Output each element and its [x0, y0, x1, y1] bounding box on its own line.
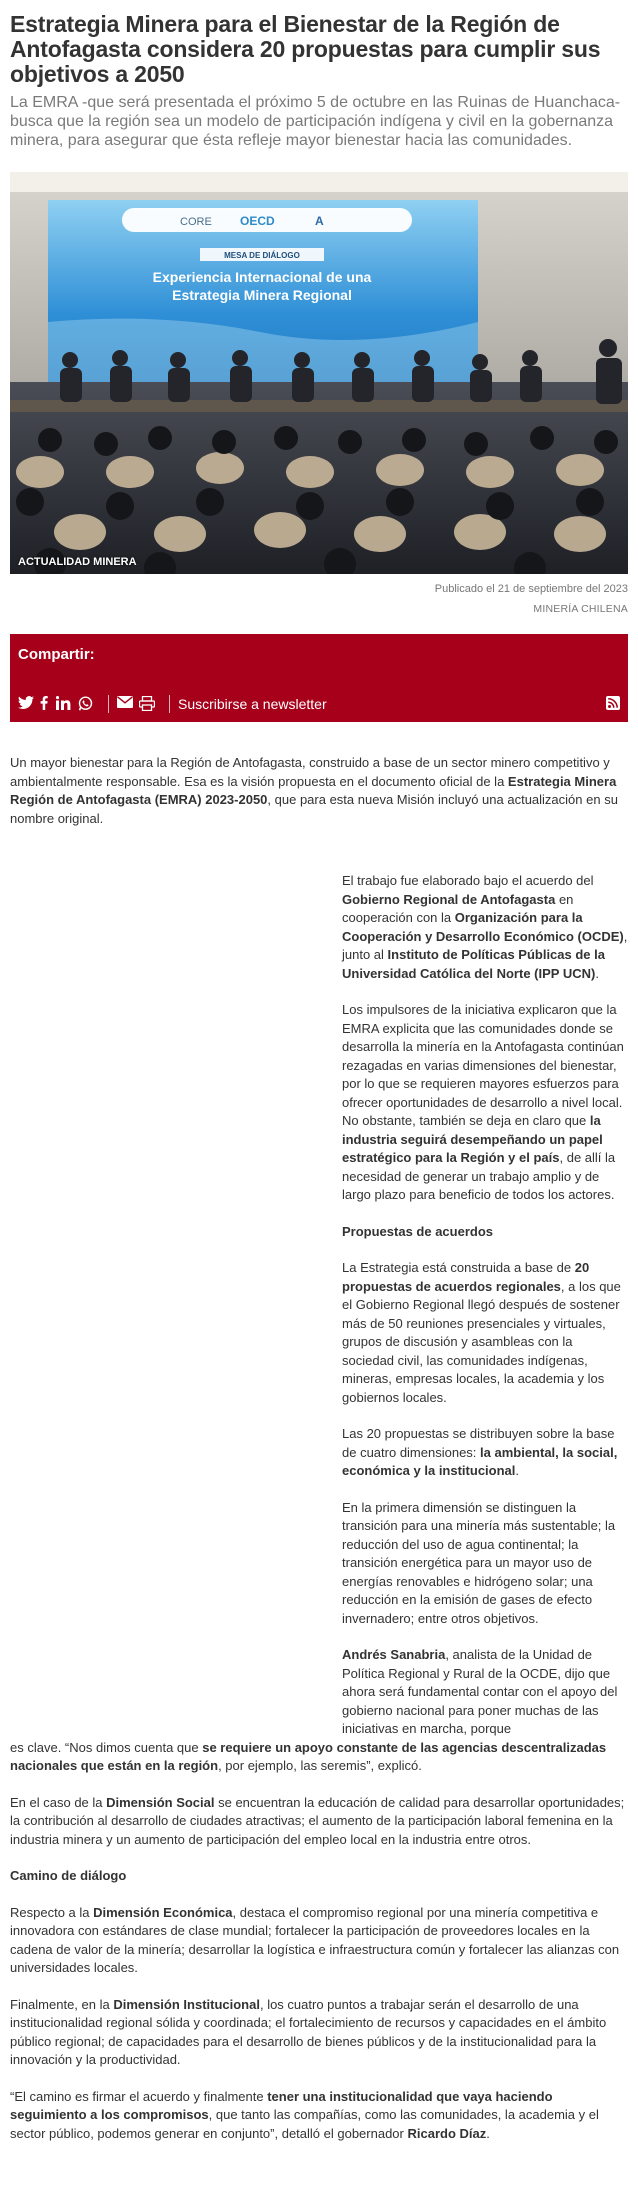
article-meta: [10, 580, 628, 618]
share-tools: [18, 694, 327, 714]
linkedin-icon[interactable]: [56, 696, 74, 712]
share-separator: [108, 695, 109, 713]
facebook-icon[interactable]: [40, 696, 52, 712]
article-hero-image: [10, 172, 628, 574]
logo-oecd: OECD: [240, 214, 275, 228]
paragraph: Un mayor bienestar para la Región de Antofagasta, construido a base de un sector minero competitivo y ambientalmente responsable. Esa es la visión propuesta en el documento oficial de la Estrategia Minera Región de Antofagasta (EMRA) 2023-2050, que para esta nueva Misión incluyó una actualización en su nombre original.: [10, 755, 618, 826]
whatsapp-icon[interactable]: [78, 696, 96, 712]
article-lead: La EMRA -que será presentada el próximo 5 de octubre en las Ruinas de Huanchaca- busca que la región sea un modelo de participación indígena y civil en la gobernanza minera, para asegurar que ésta refleje mayor bienestar hacia las comunidades.: [10, 94, 621, 149]
email-icon[interactable]: [117, 696, 135, 712]
paragraph: La Estrategia está construida a base de 20 propuestas de acuerdos regionales, a los que el Gobierno Regional llegó después de sostener más de 50 reuniones presenciales y virtuales, grupos de discusión y asambleas con la sociedad civil, las comunidades indígenas, mineras, empresas locales, la academia y los gobiernos locales.: [342, 1260, 621, 1405]
paragraph: El trabajo fue elaborado bajo el acuerdo del Gobierno Regional de Antofagasta en cooperación con la Organización para la Cooperación y Desarrollo Económico (OCDE), junto al Instituto de Políticas Públicas de la Universidad Católica del Norte (IPP UCN).: [342, 873, 628, 981]
photo-credit: ACTUALIDAD MINERA: [18, 556, 137, 568]
paragraph: Las 20 propuestas se distribuyen sobre la base de cuatro dimensiones: la ambiental, la social, económica y la institucional.: [342, 1426, 618, 1478]
logo-core: ϹORE: [180, 216, 212, 228]
publish-date: Publicado el 21 de septiembre del 2023: [434, 583, 628, 595]
share-bar: [10, 634, 628, 722]
paragraph: En el caso de la Dimensión Social se encuentran la educación de calidad para desarrollar oportunidades; la contribución al desarrollo de ciudades atractivas; el aumento de la participación laboral femenina en la industria minera y un aumento de participación del empleo local en la industria entre otros.: [10, 1794, 625, 1847]
article-column: [342, 872, 628, 1739]
paragraph: Los impulsores de la iniciativa explicaron que la EMRA explicita que las comunidades donde se desarrolla la minería en la Antofagasta continúan rezagadas en varias dimensiones del bienestar, por lo que se requieren mayores esfuerzos para ofrecer oportunidades de desarrollo a nivel local. No obstante, también se deja en claro que la industria seguirá desempeñando un papel estratégico para la Región y el país, de allí la necesidad de generar un trabajo amplio y de largo plazo para beneficio de todos los actores.: [342, 1002, 624, 1202]
screen-title-line-2: Estrategia Minera Regional: [172, 287, 352, 303]
conference-photo: [10, 172, 628, 574]
screen-title-line-1: Experiencia Internacional de una: [152, 269, 372, 285]
paragraph: “El camino es firmar el acuerdo y finalmente tener una institucionalidad que vaya haciendo seguimiento a los compromisos, que tanto las compañías, como las comunidades, la academia y el sector público, podemos generar en conjunto”, detalló el gobernador Ricardo Díaz.: [10, 2088, 599, 2141]
article-page: [0, 12, 638, 2143]
section-heading: Propuestas de acuerdos: [342, 1223, 493, 1239]
paragraph: Finalmente, en la Dimensión Institucional, los cuatro puntos a trabajar serán el desarrollo de una institucionalidad regional sólida y coordinada; el fortalecimiento de recursos y capacidades en el ámbito público regional; de capacidades para el desarrollo de bienes públicos y de la institucionalidad para la innovación y la productividad.: [10, 1996, 607, 2067]
screen-kicker: MESA DE DIÁLOGO: [224, 251, 300, 260]
paragraph: Respecto a la Dimensión Económica, destaca el compromiso regional por una minería competitiva e innovadora con estándares de clase mundial; fortalecer la participación de proveedores locales en la cadena de valor de la minería; desarrollar la logística e infraestructura común y fortalecer las alianzas con universidades locales.: [10, 1904, 620, 1975]
section-heading: Camino de diálogo: [10, 1868, 127, 1883]
paragraph: es clave. “Nos dimos cuenta que se requiere un apoyo constante de las agencias descentralizadas nacionales que están en la región, por ejemplo, las seremis”, explicó.: [10, 1739, 607, 1773]
print-icon[interactable]: [139, 696, 157, 712]
article-title: Estrategia Minera para el Bienestar de la Región de Antofagasta considera 20 propuestas para cumplir sus objetivos a 2050: [10, 11, 601, 87]
rss-icon[interactable]: [606, 696, 620, 710]
logo-ipp: A: [315, 214, 324, 228]
share-separator: [169, 695, 170, 713]
article-source: MINERÍA CHILENA: [533, 603, 628, 615]
article-body: [10, 754, 628, 2143]
newsletter-link[interactable]: Suscribirse a newsletter: [178, 696, 327, 712]
share-label: Compartir:: [18, 646, 95, 663]
twitter-icon[interactable]: [18, 696, 36, 712]
paragraph: Andrés Sanabria, analista de la Unidad de Política Regional y Rural de la OCDE, dijo que ahora será fundamental contar con el apoyo del gobierno nacional para poner muchas de las iniciativas en marcha, porque: [342, 1647, 618, 1736]
paragraph: En la primera dimensión se distinguen la transición para una minería más sustentable; la reducción del uso de agua continental; la transición energética para un mayor uso de energías renovables e hidrógeno solar; una reducción en la emisión de gases de efecto invernadero; entre otros objetivos.: [342, 1499, 616, 1626]
